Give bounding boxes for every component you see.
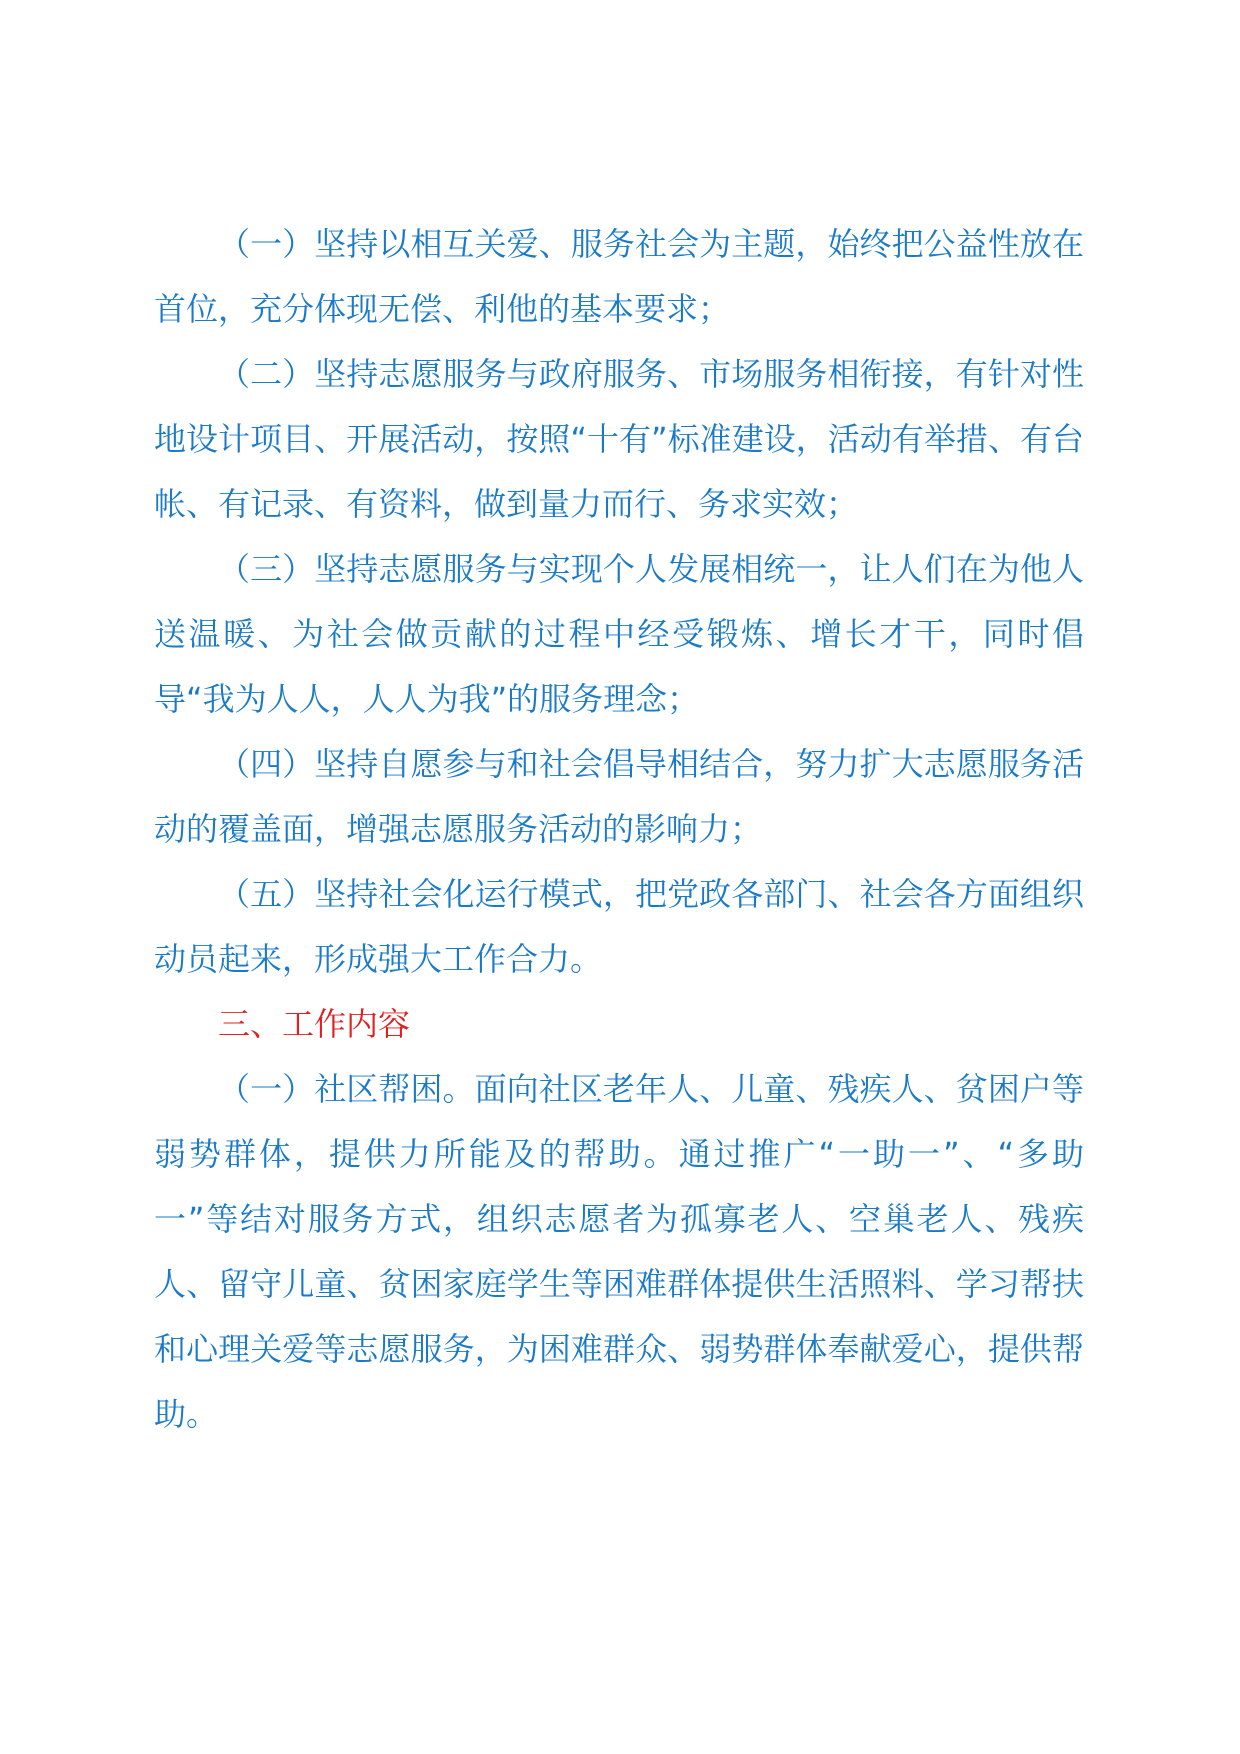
principle-paragraph-4: （四）坚持自愿参与和社会倡导相结合，努力扩大志愿服务活动的覆盖面，增强志愿服务活动的影响力；	[154, 745, 1084, 848]
work-content-paragraph-1: （一）社区帮困。面向社区老年人、儿童、残疾人、贫困户等弱势群体，提供力所能及的帮助。通过推广“一助一”、“多助一”等结对服务方式，组织志愿者为孤寡老人、空巢老人、残疾人、留守儿童、贫困家庭学生等困难群体提供生活照料、学习帮扶和心理关爱等志愿服务，为困难群众、弱势群体奉献爱心，提供帮助。	[154, 1070, 1084, 1433]
document-page	[154, 212, 1084, 1447]
principle-paragraph-1: （一）坚持以相互关爱、服务社会为主题，始终把公益性放在首位，充分体现无偿、利他的基本要求；	[154, 225, 1084, 328]
principle-paragraph-5: （五）坚持社会化运行模式，把党政各部门、社会各方面组织动员起来，形成强大工作合力。	[154, 875, 1084, 978]
principle-paragraph-2: （二）坚持志愿服务与政府服务、市场服务相衔接，有针对性地设计项目、开展活动，按照“十有”标准建设，活动有举措、有台帐、有记录、有资料，做到量力而行、务求实效；	[154, 355, 1084, 523]
principle-paragraph-3: （三）坚持志愿服务与实现个人发展相统一，让人们在为他人送温暖、为社会做贡献的过程中经受锻炼、增长才干，同时倡导“我为人人，人人为我”的服务理念；	[154, 550, 1084, 718]
section-heading: 三、工作内容	[218, 1005, 411, 1043]
